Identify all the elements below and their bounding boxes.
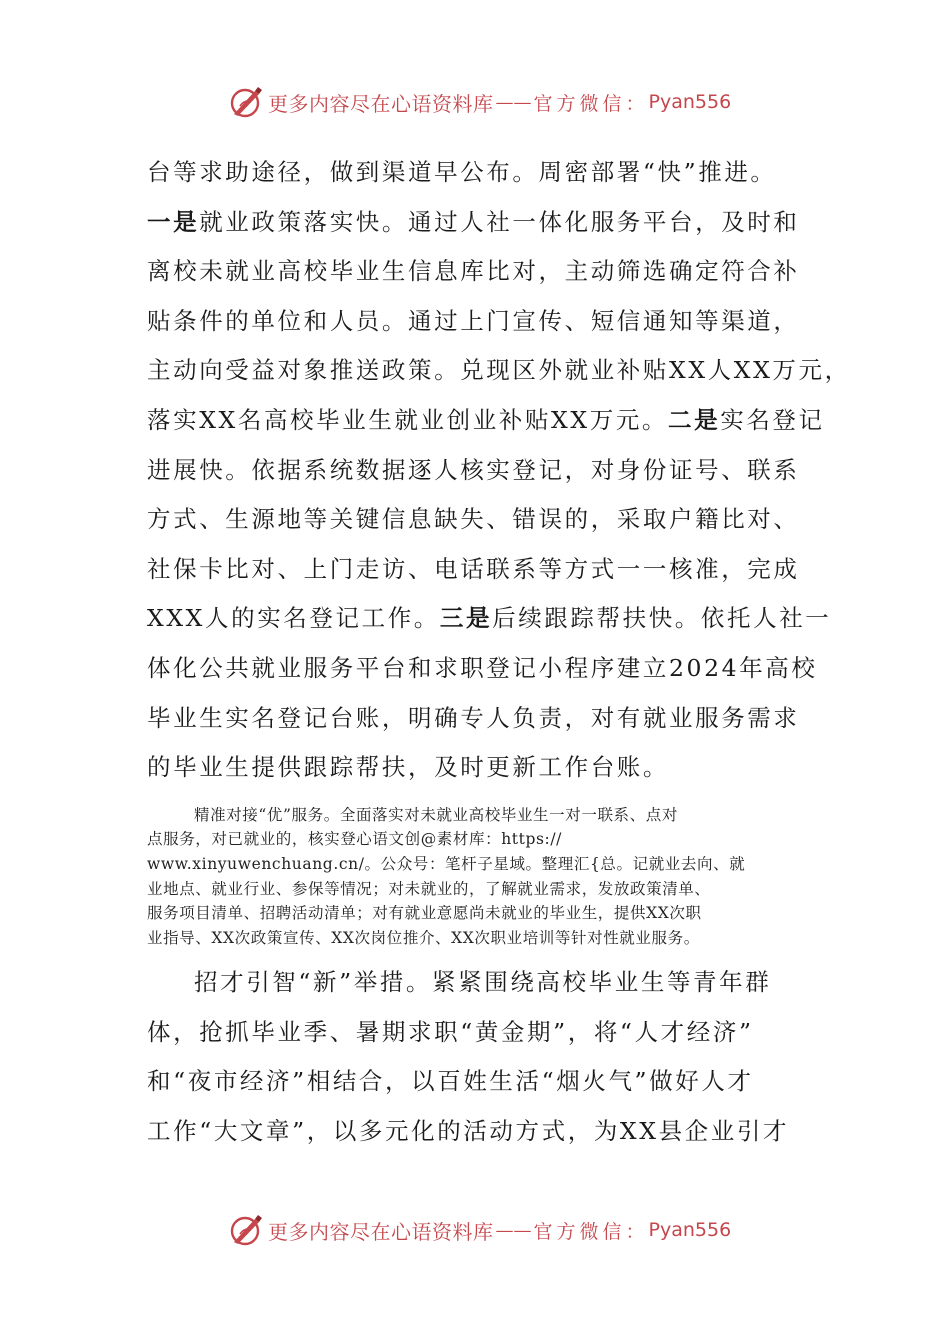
text-line [147,545,823,595]
document-body [147,148,851,1157]
text-line: 体，抢抓毕业季、暑期求职“黄金期”，将“人才经济” [147,1017,754,1046]
line-text: 主动向受益对象推送政策。兑现区外就业补贴XX人XX万元， [147,356,851,385]
line-text: 就业政策落实快。通过人社一体化服务平台，及时和 [199,207,800,236]
line-text: 进展快。依据系统数据逐人核实登记，对身份证号、联系 [147,455,800,484]
banner-wechat-id: Pyan556 [648,1219,732,1241]
text-line: 招才引智“新”举措。紧紧围绕高校毕业生等青年群 [194,968,772,997]
line-text: 方式、生源地等关键信息缺失、错误的，采取户籍比对、 [147,505,800,534]
text-line [147,346,851,396]
header-banner [228,82,748,122]
line-text: 台等求助途径，做到渠道早公布。周密部署“快”推进。 [147,158,777,186]
text-line [147,148,823,198]
bold-ordinal: 二是 [668,405,721,434]
line-text: XXX人的实名登记工作。 [147,604,440,633]
small-text-line: 业地点、就业行业、参保等情况；对未就业的，了解就业需求，发放政策清单、 [147,879,711,898]
small-text-line: 精准对接“优”服务。全面落实对未就业高校毕业生一对一联系、点对 [194,805,678,824]
text-line [147,743,823,793]
line-text: 后续跟踪帮扶快。依托人社一 [492,604,832,633]
banner-wechat-id: Pyan556 [648,91,732,113]
pen-circle-logo-icon [228,84,264,120]
line-text: 的毕业生提供跟踪帮扶，及时更新工作台账。 [147,753,669,782]
small-text-line: www.xinyuwenchuang.cn/。公众号：笔杆子星域。整理汇{总。记就业去向、就 [147,854,746,873]
text-line [147,396,823,446]
footer-banner [228,1210,748,1250]
paragraph-talent-recruitment [147,958,823,1156]
text-line [147,198,823,248]
line-text: 贴条件的单位和人员。通过上门宣传、短信通知等渠道， [147,306,800,335]
small-text-line: 服务项目清单、招聘活动清单；对有就业意愿尚未就业的毕业生，提供XX次职 [147,904,702,923]
text-line: 工作“大文章”，以多元化的活动方式，为XX县企业引才 [147,1117,790,1146]
text-line [147,644,823,694]
line-text: 毕业生实名登记台账，明确专人负责，对有就业服务需求 [147,703,800,732]
text-line [147,594,832,644]
bold-ordinal: 一是 [147,207,200,236]
line-text: 社保卡比对、上门走访、电话联系等方式一一核准，完成 [147,554,800,583]
text-line [147,446,823,496]
bold-ordinal: 三是 [439,604,493,633]
line-text: 实名登记 [720,405,825,434]
banner-separator: —— [495,91,532,113]
banner-slogan: 更多内容尽在心语资料库 [268,91,494,116]
line-text: 落实XX名高校毕业生就业创业补贴XX万元。 [147,405,669,434]
text-line: 和“夜市经济”相结合，以百姓生活“烟火气”做好人才 [147,1067,754,1096]
text-line [147,694,823,744]
text-line [147,247,823,297]
paragraph-precise-service [147,803,823,951]
pen-circle-logo-icon [228,1212,264,1248]
line-text: 体化公共就业服务平台和求职登记小程序建立2024年高校 [147,653,818,682]
paragraph-employment-measures [147,148,851,793]
banner-prefix: 官方微信： [533,92,649,115]
small-text-line: 点服务，对已就业的，核实登心语文创@素材库：https:// [147,830,562,849]
banner-slogan: 更多内容尽在心语资料库 [268,1219,494,1244]
small-text-line: 业指导、XX次政策宣传、XX次岗位推介、XX次职业培训等针对性就业服务。 [147,928,700,947]
text-line [147,495,823,545]
line-text: 离校未就业高校毕业生信息库比对，主动筛选确定符合补 [147,257,800,286]
banner-separator: —— [495,1219,532,1241]
banner-prefix: 官方微信： [533,1220,649,1243]
text-line [147,297,823,347]
